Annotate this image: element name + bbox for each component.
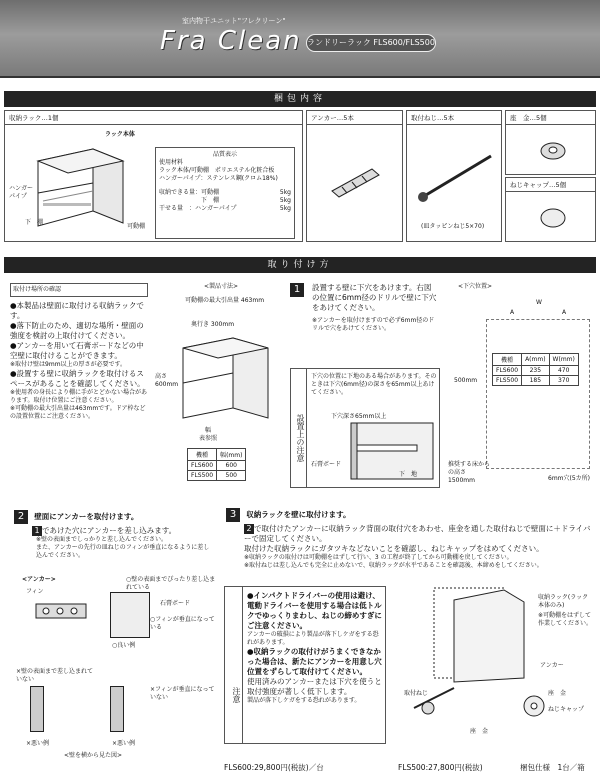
dims-drawing (173, 333, 283, 423)
dims-width: 幅 (205, 427, 212, 434)
footer (0, 762, 600, 776)
anchor-heading: <アンカー> (22, 576, 56, 583)
dims-note: 奥行き 300mm (191, 321, 235, 328)
good-label: ○良い例 (112, 642, 136, 649)
step2-sub: 1 であけた穴にアンカーを差し込みます。 (32, 526, 214, 536)
hanger-pipe-label: ハンガー パイプ (9, 185, 34, 200)
bad-example-drawing-1 (30, 686, 44, 732)
anchor-detail-icon (34, 596, 94, 626)
check-note: ※使用者の身長により棚に手がとどかない場合があります。取付け位置にご注意ください。 (10, 389, 148, 404)
drill-diagram (311, 421, 437, 483)
packing-spec: 梱包仕様 1台／箱 (520, 763, 585, 772)
price-fls500: FLS500:27,800円(税抜) (398, 763, 483, 772)
pos-floor: 推奨する床からの高さ 1500mm (448, 461, 491, 484)
pos-a: A (510, 309, 515, 316)
screw-label: 取付ねじ…5本 (407, 111, 501, 125)
quality-title: 品質表示 (212, 151, 237, 158)
caution-note: 製品が落下しケガをする恐れがあります。 (247, 697, 361, 704)
cap-label: ねじキャップ…5個 (506, 178, 595, 192)
drill-depth: 下穴深さ65mm以上 (331, 413, 387, 420)
quality-row: ハンガーパイプ：ステンレス鋼(クロム18%) (159, 175, 278, 182)
quality-row: ラック本体/可動棚 ポリエステル化粧合板 (159, 167, 275, 174)
screw-label-2: 取付ねじ (404, 690, 429, 697)
check-note: ※可動棚の最大引出量は463mmです。ドア枠などの設置位置にご注意ください。 (10, 405, 146, 420)
step3-section (226, 508, 596, 570)
good-note: ○壁の表面までぴったり差し込まれている (126, 576, 216, 591)
rack-note-2: ※可動棚をはずして作業してください。 (538, 612, 593, 627)
check-item: ●アンカーを用いて石膏ボードなどの中空壁に取付けることができます。 (10, 341, 144, 360)
dims-height: 高さ 600mm (155, 373, 179, 388)
pos-500: 500mm (454, 377, 478, 384)
bad-example-drawing-2 (110, 686, 124, 732)
good-note: ○フィンが垂直になっている (150, 616, 215, 631)
bad-note: ×フィンが垂直になっていない (150, 686, 215, 701)
screw-icon (413, 146, 497, 206)
pos-w: W (536, 299, 542, 306)
dims-table: 機種 幅(mm) FLS600 600 FLS500 500 (187, 448, 246, 481)
caution-box (290, 368, 440, 488)
bad-label: ×悪い例 (26, 740, 50, 747)
caution-text: 下穴の位置に下地のある場合があります。そのときは下穴(6mm径)の深さを65mm以上あけてください。 (311, 373, 437, 396)
step3-note: ※収納ラックの取付けは可動棚をはずして行い、3 の工程が終了してから可動棚を戻してください。 (244, 554, 513, 561)
model-badge: ランドリーラック FLS600/FLS500 (306, 34, 436, 52)
step1-section (290, 283, 440, 332)
load-row: 収納できる量：可動棚 5kg (159, 189, 291, 196)
step-number: 2 (14, 510, 28, 524)
check-item: ●設置する壁に収納ラックを取付けるスペースがあることを確認してください。 (10, 369, 145, 388)
lower-shelf-label: 下 棚 (25, 219, 44, 226)
anchor-panel (306, 110, 403, 242)
step2-section (14, 510, 214, 560)
step3-caution-box (224, 586, 386, 744)
rack-label: 収納ラック…1個 (5, 111, 302, 125)
step3-line: 取付けた収納ラックにガタツキなどないことを確認し、ねじキャップをはめてください。 (244, 544, 544, 553)
load-row: 干せる量 ：ハンガーパイプ 5kg (159, 205, 291, 212)
caution-label: 注意 (225, 587, 243, 743)
brand-logo: Fra Clean (160, 26, 302, 56)
screw-panel (406, 110, 502, 242)
pos-a: A (562, 309, 567, 316)
step3-title: 収納ラックを壁に取付けます。 (246, 510, 351, 519)
dims-note: 可動棚の最大引出量 463mm (185, 297, 265, 304)
rack-note: 収納ラック(ラック本体のみ) (538, 594, 589, 609)
washer-icon (538, 139, 568, 163)
pos-holes: 6mm穴(5カ所) (548, 475, 591, 482)
dims-section (155, 283, 287, 493)
quality-row: 使用材料 (159, 159, 184, 166)
fin-label: フィン (26, 588, 44, 595)
dims-title: <製品寸法> (203, 283, 239, 290)
cap-icon (538, 206, 568, 230)
bad-note: ×壁の表面まで差し込まれていない (16, 668, 94, 683)
caution-item: ●インパクトドライバーの使用は避け、電動ドライバーを使用する場合は低トルクでゆっくりまわし、ねじの締めすぎにご注意ください。 (247, 591, 382, 630)
washer-label-3: 座 金 (548, 690, 567, 697)
anchor-icon (327, 161, 387, 201)
bad-label: ×悪い例 (112, 740, 136, 747)
step-number: 1 (290, 283, 304, 297)
dims-table-ref: 表参照 (199, 435, 218, 442)
series-name: 室内物干ユニット"フレクリーン" (182, 17, 286, 25)
step3-note: ※取付ねじは差し込んでも完全に止めないで、収納ラックが水平であることを確認後、本締めをしてください。 (244, 562, 543, 569)
step2-note: また、アンカーの先行の皿ねじのフィンが垂直になるように差し込んでください。 (36, 544, 210, 559)
check-item: ●本製品は壁面に取付ける収納ラックです。 (10, 301, 144, 320)
price-fls600: FLS600:29,800円(税抜)／台 (224, 763, 324, 772)
step1-text: 設置する壁に下穴をあけます。右図の位置に6mm径のドリルで壁に下穴をあけてください。 (312, 283, 437, 312)
screw-note: (皿タッピンねじ5×70) (421, 223, 485, 230)
step1-note: ※アンカーを取付けますので必ず6mm径のドリルで穴をあけてください。 (312, 317, 435, 332)
good-example-drawing (110, 592, 150, 638)
pos-title: <下穴位置> (458, 283, 493, 290)
contents-title-bar: 梱包内容 (4, 91, 596, 107)
pos-table: 機種 A(mm) W(mm) FLS600 235 470 FLS500 185 370 (492, 353, 579, 386)
anchor-label: アンカー…5本 (307, 111, 402, 125)
rack-body-label: ラック本体 (105, 131, 135, 138)
movable-shelf-label: 可動棚 (127, 223, 146, 230)
caution-item: 使用済みのアンカーまたは下穴を使うと取付強度が著しく低下します。 (247, 677, 382, 696)
rack-panel (4, 110, 303, 242)
check-section (10, 283, 148, 421)
check-title: 取付け場所の確認 (10, 283, 148, 297)
gypsum-label-2: 石膏ボード (160, 600, 191, 607)
check-item: ●落下防止のため、適切な場所・壁面の強度を検討の上取付けてください。 (10, 321, 144, 340)
caution-item: ●収納ラックの取付けがうまくできなかった場合は、新たにアンカーを用意し穴位置をずらして取付けてください。 (247, 647, 382, 676)
load-row: 下 棚 5kg (159, 197, 291, 204)
step3-line: 2 で取付けたアンカーに収納ラック背面の取付穴をあわせ、座金を通した取付ねじで壁面に＋ドライバーで固定してください。 (244, 524, 591, 543)
step2-note: ※壁の表面までしっかりと差し込んでください。 (36, 536, 168, 543)
step-number: 3 (226, 508, 240, 522)
substrate-label: 下 地 (399, 471, 418, 478)
step2-title: 壁面にアンカーを取付けます。 (34, 512, 139, 521)
caution-note: アンカーの破損により製品が落下しケガをする恐れがあります。 (247, 631, 379, 646)
cap-panel (505, 177, 596, 242)
gypsum-label: 石膏ボード (311, 461, 342, 468)
quality-table (155, 147, 295, 239)
section-label: <壁を横から見た図> (64, 752, 123, 759)
washer-panel (505, 110, 596, 175)
hole-position-section (448, 283, 594, 493)
rack-outline (486, 319, 590, 469)
check-note: ※取付け壁は9mm以上の厚さが必要です。 (10, 361, 127, 368)
cap-label-2: ねじキャップ (548, 706, 585, 713)
washer-label: 座 金…5個 (506, 111, 595, 125)
washer-label-2: 座 金 (470, 728, 489, 735)
caution-label: 設置上の注意 (291, 369, 307, 487)
install-title-bar: 取り付け方 (4, 257, 596, 273)
anchor-label-2: アンカー (540, 662, 564, 669)
